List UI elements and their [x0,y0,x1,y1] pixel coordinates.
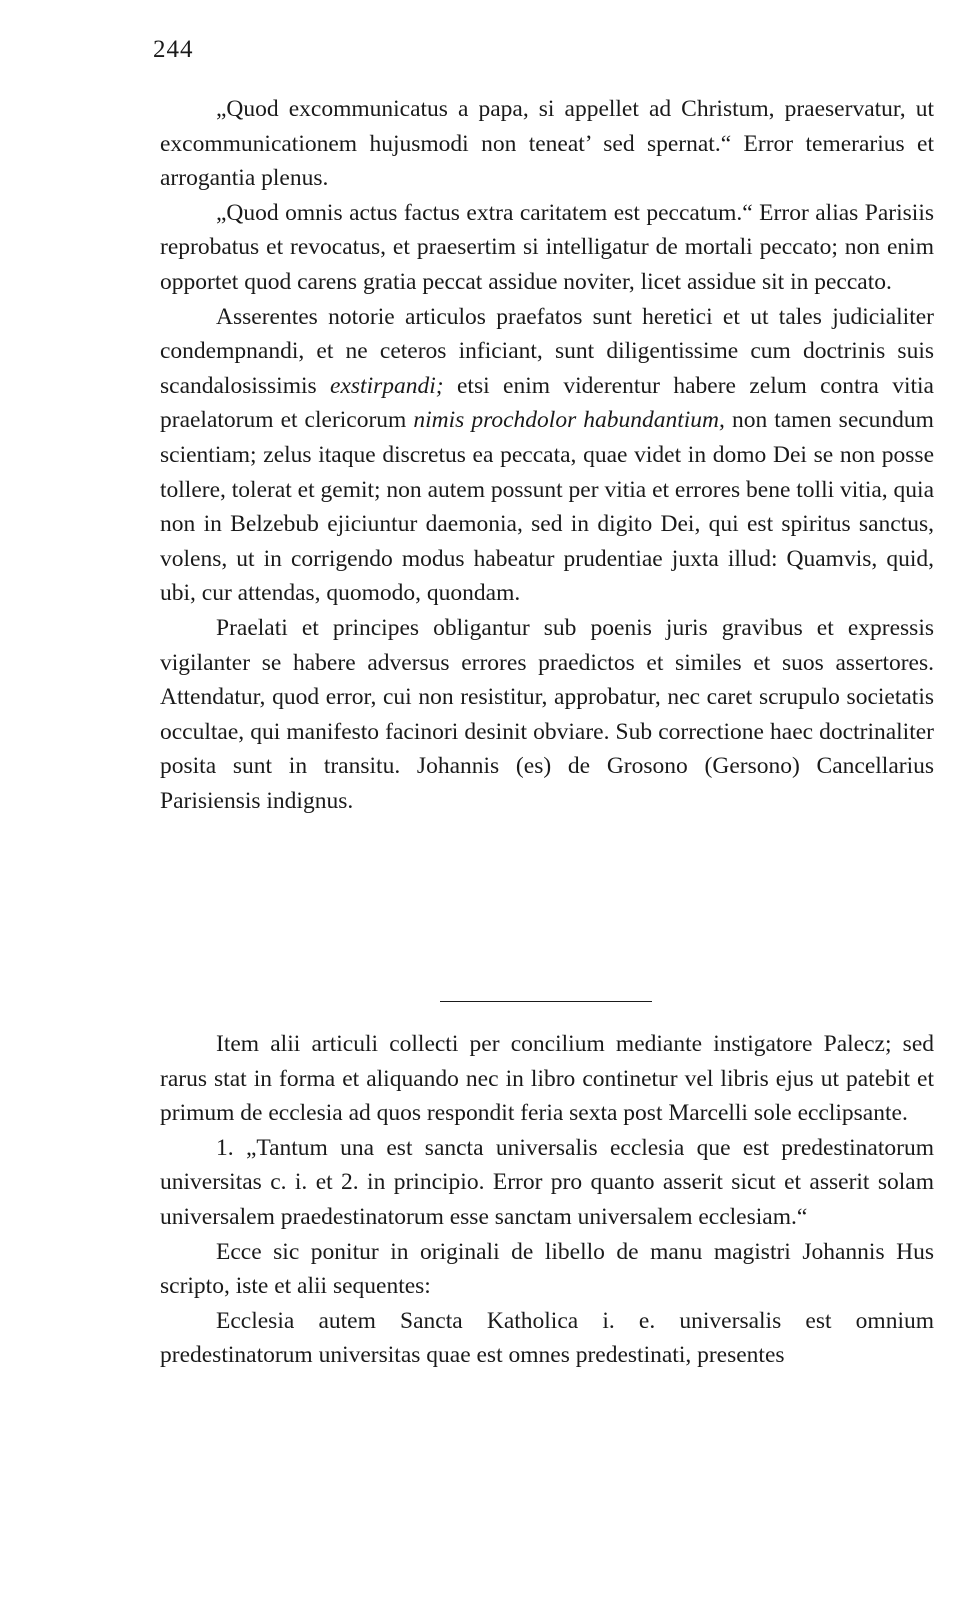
paragraph-item-alii: Item alii articuli collecti per concilium mediante instigatore Palecz; sed rarus stat in forma et aliquando nec in libro continetur vel libris ejus ut patebit et primum de ecclesia ad quos respondit feria sexta post Marcelli sole ecclipsante. [160,1031,934,1127]
paragraph-praelati: Praelati et principes obligantur sub poenis juris gravibus et expressis vigilanter se habere adversus errores praedictos et similes et suos assertores. Attendatur, quod error, cui non resistitur, approbatur, nec caret scrupulo societatis occultae, qui manifesto facinori desinit obviare. Sub correctione haec doctrinaliter posita sunt in transitu. Johannis (es) de Grosono (Gersono) Cancellarius Parisiensis indignus. [160,614,934,814]
page-number: 244 [153,36,194,63]
paragraph-article-1: 1. „Tantum una est sancta universalis ecclesia que est predestinatorum universitas c. i. et 2. in principio. Error pro quanto asserit sicut et asserit solam universalem praedestinatorum esse sanctam universalem ecclesiam.“ [160,1134,934,1230]
paragraph-asserentes [160,300,934,611]
main-text-bottom [160,1027,934,1373]
asserentes-text-c: non tamen secundum scientiam; zelus itaque discretus ea peccata, quae videt in domo Dei se non posse tollere, tolerat et gemit; non autem possunt per vitia et errores bene tolli vitia, quia non in Belzebub ejiciuntur daemonia, sed in digito Dei, qui est spiritus sanctus, volens, ut in corrigendo modus habeatur prudentiae juxta illud: Quamvis, quid, ubi, cur attendas, quomodo, quondam. [160,407,934,607]
asserentes-text-b: etsi enim viderentur habere zelum contra vitia praelatorum et clericorum [160,372,934,434]
paragraph-excommunicatus: „Quod excommunicatus a papa, si appellet ad Christum, praeservatur, ut excommunicationem hujusmodi non teneat’ sed spernat.“ Error temerarius et arrogantia plenus. [160,96,934,192]
paragraph-ecce: Ecce sic ponitur in originali de libello de manu magistri Johannis Hus scripto, iste et alii sequentes: [160,1238,934,1300]
section-divider [440,1001,652,1002]
main-text-top [160,92,934,818]
paragraph-caritatem: „Quod omnis actus factus extra caritatem est peccatum.“ Error alias Parisiis reprobatus et revocatus, et praesertim si intelligatur de mortali peccato; non enim opportet quod carens gratia peccat assidue noviter, licet assidue sit in peccato. [160,199,934,295]
asserentes-text-a: Asserentes notorie articulos praefatos sunt heretici et ut tales judicialiter condempnandi, et ne ceteros inficiant, sunt diligentissime cum doctrinis suis scandalosissimis [160,303,934,399]
paragraph-ecclesia: Ecclesia autem Sancta Katholica i. e. universalis est omnium predestinatorum universitas quae est omnes predestinati, presentes [160,1307,934,1369]
italic-prochdolor: nimis prochdolor habundantium, [413,407,725,434]
italic-exstirpandi: exstirpandi; [330,372,444,399]
